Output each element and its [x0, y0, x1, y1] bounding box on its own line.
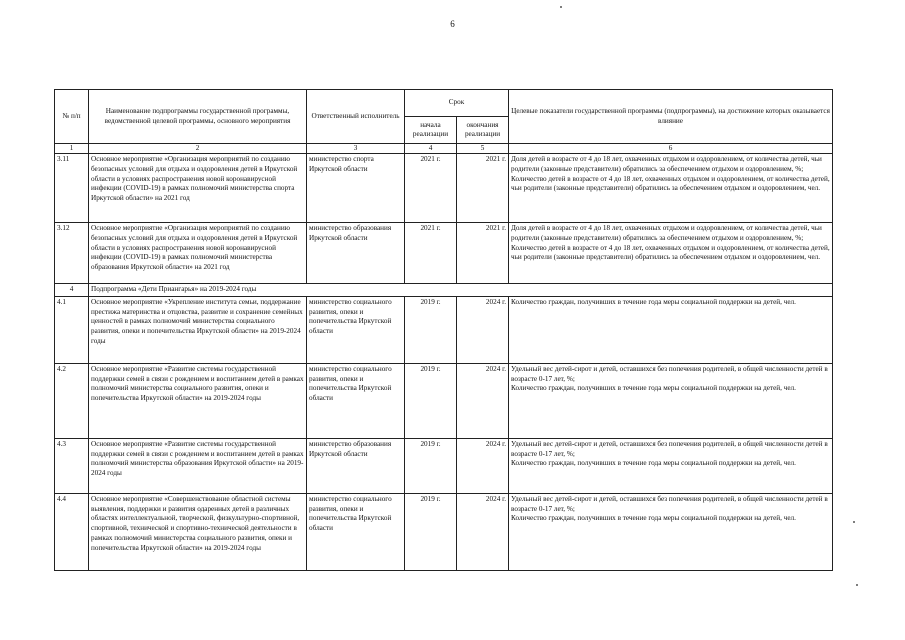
row-indicators	[509, 363, 833, 438]
row-end: 2021 г.	[457, 154, 509, 223]
header-term: Срок	[405, 90, 509, 117]
program-table	[54, 89, 833, 571]
subprogram-num: 4	[55, 284, 89, 297]
row-name: Основное мероприятие «Совершенствование областной системы выявления, поддержки и развития одаренных детей в различных областях интеллектуальной, творческой, физкультурно-спортивной, спортивной, технической и спортивно-технической деятельности в рамках полномочий министерства социального развития, опеки и попечительства Иркутской области» на 2019-2024 годы	[89, 493, 307, 570]
row-end: 2021 г.	[457, 223, 509, 284]
row-executor: министерство образования Иркутской области	[307, 223, 405, 284]
row-start: 2019 г.	[405, 363, 457, 438]
column-number: 6	[509, 144, 833, 154]
row-num: 4.1	[55, 296, 89, 363]
row-num: 3.12	[55, 223, 89, 284]
header-name: Наименование подпрограммы государственной программы, ведомственной целевой программы, основного мероприятия	[89, 90, 307, 144]
row-start: 2021 г.	[405, 223, 457, 284]
row-end: 2024 г.	[457, 296, 509, 363]
header-indicators: Целевые показатели государственной программы (подпрограммы), на достижение которых оказывается влияние	[509, 90, 833, 144]
row-executor: министерство социального развития, опеки и попечительства Иркутской области	[307, 363, 405, 438]
table-row	[55, 438, 833, 493]
row-name: Основное мероприятие «Развитие системы государственной поддержки семей в связи с рождением и воспитанием детей в рамках полномочий министерства образования Иркутской области» на 2019-2024 годы	[89, 438, 307, 493]
row-executor: министерство социального развития, опеки и попечительства Иркутской области	[307, 493, 405, 570]
row-start: 2021 г.	[405, 154, 457, 223]
row-num: 3.11	[55, 154, 89, 223]
scan-speck	[853, 521, 855, 523]
row-start: 2019 г.	[405, 296, 457, 363]
row-name: Основное мероприятие «Организация мероприятий по созданию безопасных условий для отдыха и оздоровления детей в Иркутской области в условиях распространения новой коронавирусной инфекции (COVID-19) в рамках полномочий министерства спорта Иркутской области» на 2021 год	[89, 154, 307, 223]
column-number: 3	[307, 144, 405, 154]
row-num: 4.3	[55, 438, 89, 493]
subprogram-title: Подпрограмма «Дети Приангарья» на 2019-2024 годы	[89, 284, 833, 297]
scan-speck	[560, 6, 562, 8]
indicator-text: Количество граждан, получивших в течение года меры социальной поддержки на детей, чел.	[511, 297, 796, 306]
scan-speck	[856, 584, 858, 586]
indicator-text: Доля детей в возрасте от 4 до 18 лет, охваченных отдыхом и оздоровлением, от количества детей, чьи родители (законные представители) обратились за обеспечением отдыхом и оздоровлением, %;	[511, 155, 822, 173]
column-number-row	[55, 144, 833, 154]
row-name: Основное мероприятие «Организация мероприятий по созданию безопасных условий для отдыха и оздоровления детей в Иркутской области в условиях распространения новой коронавирусной инфекции (COVID-19) в рамках полномочий министерства образования Иркутской области» на 2021 год	[89, 223, 307, 284]
row-indicators	[509, 154, 833, 223]
table-row	[55, 296, 833, 363]
table-row	[55, 154, 833, 223]
indicator-text: Количество граждан, получивших в течение года меры социальной поддержки на детей, чел.	[511, 459, 796, 468]
indicator-text: Удельный вес детей-сирот и детей, оставшихся без попечения родителей, в общей численности детей в возрасте 0-17 лет, %;	[511, 364, 828, 383]
header-end: окончания реализации	[457, 117, 509, 144]
row-indicators	[509, 438, 833, 493]
column-number: 2	[89, 144, 307, 154]
indicator-text: Доля детей в возрасте от 4 до 18 лет, охваченных отдыхом и оздоровлением, от количества детей, чьи родители (законные представители) обратились за обеспечением отдыхом и оздоровлением, %;	[511, 224, 822, 242]
indicator-text: Количество детей в возрасте от 4 до 18 лет, охваченных отдыхом и оздоровлением, от количества детей, чьи родители (законные представители) обратились за обеспечением отдыхом и оздоровлением, чел.	[511, 243, 830, 262]
row-start: 2019 г.	[405, 493, 457, 570]
table-row	[55, 223, 833, 284]
row-indicators	[509, 296, 833, 363]
page-number: 6	[450, 19, 455, 29]
table-row	[55, 363, 833, 438]
row-start: 2019 г.	[405, 438, 457, 493]
header-row	[55, 90, 833, 117]
row-name: Основное мероприятие «Развитие системы государственной поддержки семей в связи с рождением и воспитанием детей в рамках полномочий министерства социального развития, опеки и попечительства Иркутской области» на 2019-2024 годы	[89, 363, 307, 438]
header-executor: Ответственный исполнитель	[307, 90, 405, 144]
indicator-text: Удельный вес детей-сирот и детей, оставшихся без попечения родителей, в общей численности детей в возрасте 0-17 лет, %;	[511, 439, 828, 458]
row-executor: министерство социального развития, опеки и попечительства Иркутской области	[307, 296, 405, 363]
subprogram-row	[55, 284, 833, 297]
indicator-text: Удельный вес детей-сирот и детей, оставшихся без попечения родителей, в общей численности детей в возрасте 0-17 лет, %;	[511, 494, 828, 513]
row-end: 2024 г.	[457, 363, 509, 438]
row-num: 4.4	[55, 493, 89, 570]
header-start: начала реализации	[405, 117, 457, 144]
table-row	[55, 493, 833, 570]
row-indicators	[509, 493, 833, 570]
column-number: 5	[457, 144, 509, 154]
indicator-text: Количество граждан, получивших в течение года меры социальной поддержки на детей, чел.	[511, 384, 796, 393]
column-number: 1	[55, 144, 89, 154]
row-end: 2024 г.	[457, 438, 509, 493]
row-executor: министерство образования Иркутской области	[307, 438, 405, 493]
row-indicators	[509, 223, 833, 284]
row-end: 2024 г.	[457, 493, 509, 570]
indicator-text: Количество граждан, получивших в течение года меры социальной поддержки на детей, чел.	[511, 514, 796, 523]
indicator-text: Количество детей в возрасте от 4 до 18 лет, охваченных отдыхом и оздоровлением, от количества детей, чьи родители (законные представители) обратились за обеспечением отдыхом и оздоровлением, чел.	[511, 174, 830, 193]
row-num: 4.2	[55, 363, 89, 438]
row-name: Основное мероприятие «Укрепление института семьи, поддержание престижа материнства и отцовства, развитие и сохранение семейных ценностей в рамках полномочий министерства социального развития, опеки и попечительства Иркутской области» на 2019-2024 годы	[89, 296, 307, 363]
column-number: 4	[405, 144, 457, 154]
row-executor: министерство спорта Иркутской области	[307, 154, 405, 223]
header-num: № п/п	[55, 90, 89, 144]
